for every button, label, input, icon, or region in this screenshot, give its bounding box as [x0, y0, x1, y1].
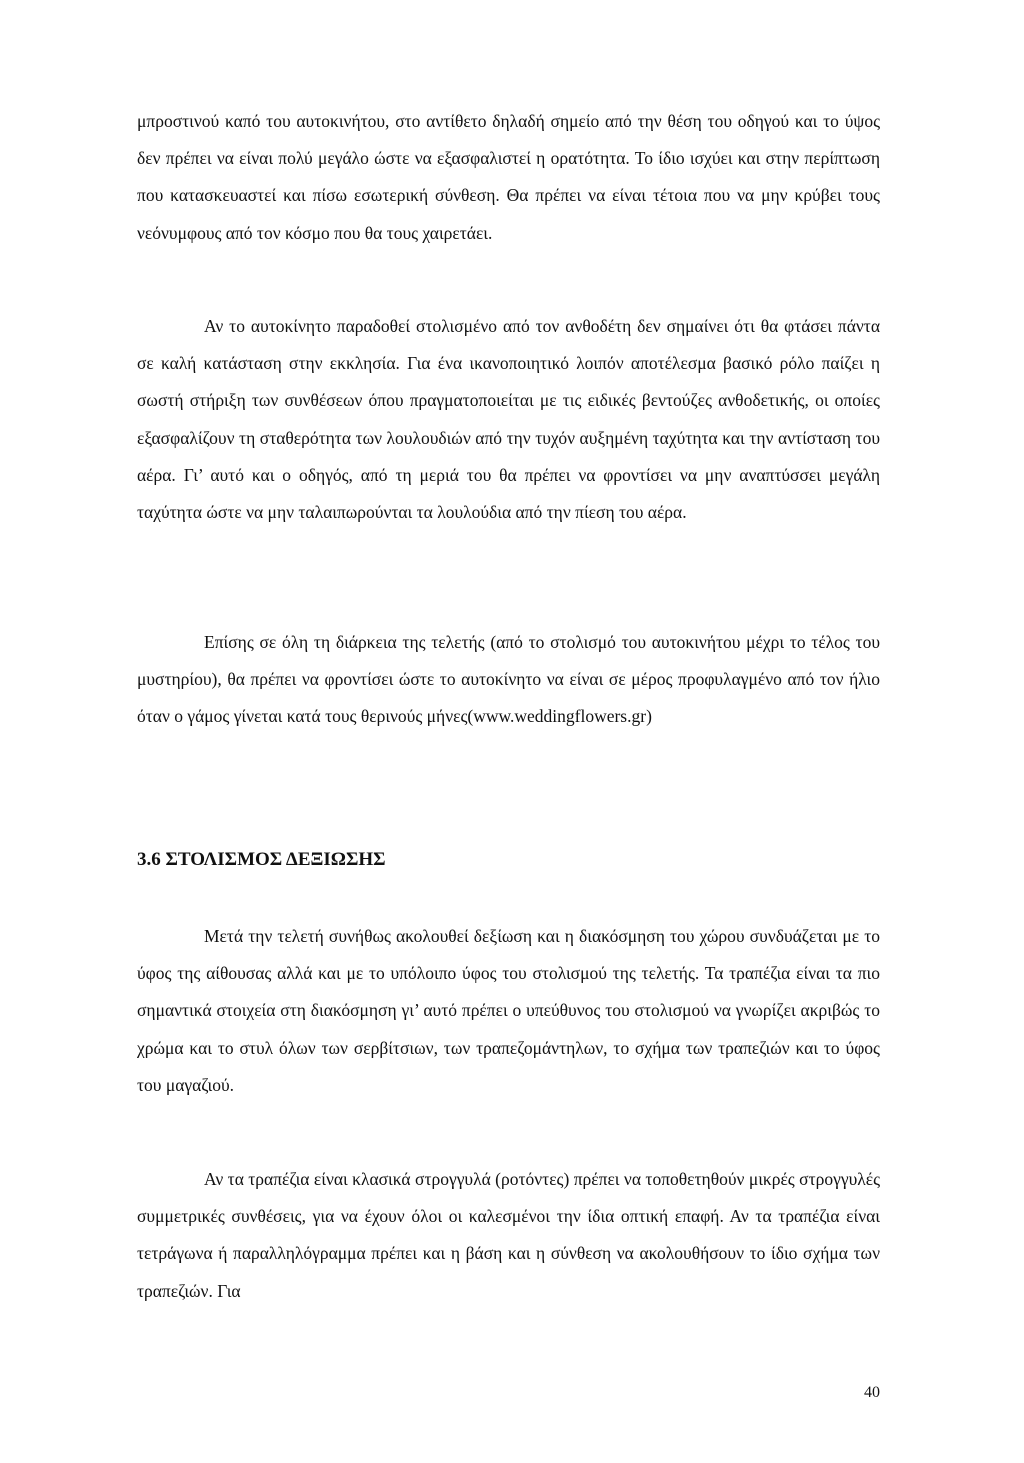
section-heading: 3.6 ΣΤΟΛΙΣΜΟΣ ΔΕΞΙΩΣΗΣ — [137, 849, 386, 870]
paragraph-car-sun-protection: Επίσης σε όλη τη διάρκεια της τελετής (από το στολισμό του αυτοκινήτου μέχρι το τέλος του μυστηρίου), θα πρέπει να φροντίσει ώστε το αυτοκίνητο να είναι σε μέρος προφυλαγμένο από τον ήλιο όταν ο γάμος γίνεται κατά τους θερινούς μήνες(www.weddingflowers.gr) — [137, 632, 880, 727]
paragraph-car-decoration-continued: μπροστινού καπό του αυτοκινήτου, στο αντίθετο δηλαδή σημείο από την θέση του οδηγού και το ύψος δεν πρέπει να είναι πολύ μεγάλο ώστε να εξασφαλιστεί η ορατότητα. Το ίδιο ισχύει και στην περίπτωση που κατασκευαστεί και πίσω εσωτερική σύνθεση. Θα πρέπει να είναι τέτοια που να μην κρύβει τους νεόνυμφους από τον κόσμο που θα τους χαιρετάει. — [137, 111, 880, 243]
paragraph-table-shapes: Αν τα τραπέζια είναι κλασικά στρογγυλά (ροτόντες) πρέπει να τοποθετηθούν μικρές στρογγυλές συμμετρικές συνθέσεις, για να έχουν όλοι οι καλεσμένοι την ίδια οπτική επαφή. Αν τα τραπέζια είναι τετράγωνα ή παραλληλόγραμμα πρέπει και η βάση και η σύνθεση να ακολουθήσουν το ίδιο σχήμα των τραπεζιών. Για — [137, 1169, 880, 1301]
paragraph-reception-decoration: Μετά την τελετή συνήθως ακολουθεί δεξίωση και η διακόσμηση του χώρου συνδυάζεται με το ύφος της αίθουσας αλλά και με το υπόλοιπο ύφος του στολισμού της τελετής. Τα τραπέζια είναι τα πιο σημαντικά στοιχεία στη διακόσμηση γι’ αυτό πρέπει ο υπεύθυνος του στολισμού να γνωρίζει ακριβώς το χρώμα και το στυλ όλων των σερβίτσιων, των τραπεζομάντηλων, το σχήμα των τραπεζιών και το ύφος του μαγαζιού. — [137, 926, 880, 1095]
paragraph-car-arrangement-support: Αν το αυτοκίνητο παραδοθεί στολισμένο από τον ανθοδέτη δεν σημαίνει ότι θα φτάσει πάντα σε καλή κατάσταση στην εκκλησία. Για ένα ικανοποιητικό λοιπόν αποτέλεσμα βασικό ρόλο παίζει η σωστή στήριξη των συνθέσεων όπου πραγματοποιείται με τις ειδικές βεντούζες ανθοδετικής, οι οποίες εξασφαλίζουν τη σταθερότητα των λουλουδιών από την τυχόν αυξημένη ταχύτητα και την αντίσταση του αέρα. Γι’ αυτό και ο οδηγός, από τη μεριά του θα πρέπει να φροντίσει να μην αναπτύσσει μεγάλη ταχύτητα ώστε να μην ταλαιπωρούνται τα λουλούδια από την πίεση του αέρα. — [137, 316, 880, 523]
page-number: 40 — [864, 1384, 880, 1401]
